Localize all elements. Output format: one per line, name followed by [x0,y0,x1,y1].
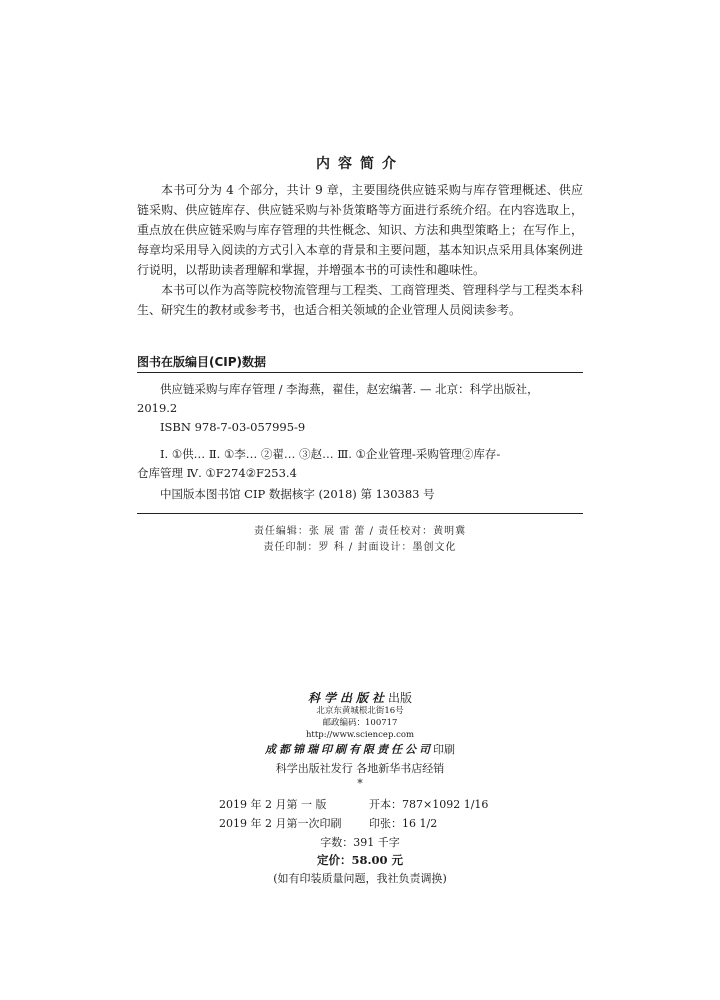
cip-record-number: 中国版本图书馆 CIP 数据核字 (2018) 第 130383 号 [160,487,435,501]
cip-heading: 图书在版编目(CIP)数据 [137,355,267,369]
publisher-logo-text: 科学出版社 [307,691,388,705]
book-price: 定价：58.00 元 [316,853,403,867]
cip-title-line-cont: 2019.2 [137,401,178,415]
cip-classification-cont: 仓库管理 Ⅳ. ①F274②F253.4 [137,466,297,480]
printing-date: 2019 年 2 月第一次印刷 [219,817,342,830]
cip-classification: Ⅰ. ①供… Ⅱ. ①李… ②翟… ③赵… Ⅲ. ①企业管理-采购管理②库存- [160,447,501,461]
printed-sheets: 印张：16 1/2 [369,817,438,830]
cip-title-line: 供应链采购与库存管理 / 李海燕，翟佳，赵宏编著. — 北京：科学出版社， [160,382,539,396]
summary-paragraph-1: 本书可分为 4 个部分，共计 9 章，主要围绕供应链采购与库存管理概述、供应链采购、供应链库存、供应链采购与补货策略等方面进行系统介绍。在内容选取上，重点放在供应链采购与库存管理的共性概念、知识、方法和典型策略上；在写作上，每章均采用导入阅读的方式引入本章的背景和主要问题，基本知识点采用具体案例进行说明，以帮助读者理解和掌握，并增强本书的可读性和趣味性。 [137,183,583,277]
publisher-address: 北京东黄城根北街16号 [316,706,404,716]
separator-star: * [357,777,363,790]
printer-suffix: 印刷 [433,743,455,756]
publisher-postcode: 邮政编码：100717 [322,718,398,728]
publisher-suffix: 出版 [388,691,413,705]
publisher-url: http://www.sciencep.com [305,730,415,740]
quality-notice: (如有印装质量问题，我社负责调换) [273,872,447,885]
summary-paragraph-2: 本书可以作为高等院校物流管理与工程类、工商管理类、管理科学与工程类本科生、研究生的教材或参考书，也适合相关领域的企业管理人员阅读参考。 [137,283,583,317]
book-format: 开本：787×1092 1/16 [369,798,489,811]
printer-logo-text: 成都锦瑞印刷有限责任公司 [265,743,433,756]
credits-line-2: 责任印制：罗 科 / 封面设计：墨创文化 [263,542,457,553]
cip-bottom-rule [137,513,583,514]
distribution-line: 科学出版社发行 各地新华书店经销 [275,762,445,775]
printing-row [0,815,720,831]
credits-line-1: 责任编辑：张 展 雷 蕾 / 责任校对：黄明冀 [253,526,467,537]
edition-row [0,796,720,812]
printer-name [0,741,720,757]
publisher-name [0,689,720,706]
cip-isbn: ISBN 978-7-03-057995-9 [160,420,306,434]
content-summary-title: 内容简介 [316,156,404,172]
word-count: 字数：391 千字 [320,836,400,849]
cip-top-rule [137,372,583,373]
edition-date: 2019 年 2 月第 一 版 [219,798,327,811]
cip-record [137,380,583,504]
content-summary-body [137,180,583,320]
